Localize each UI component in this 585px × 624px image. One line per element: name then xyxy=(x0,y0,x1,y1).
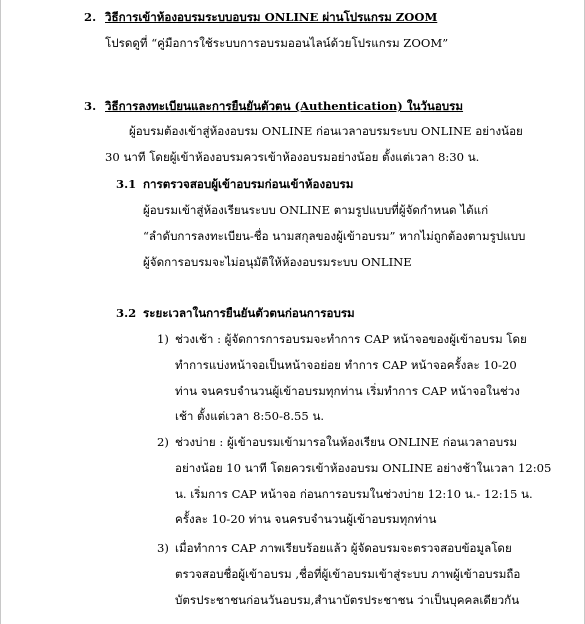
section-3-1-line-3: ผู้จัดการอบรมจะไม่อนุมัติให้ห้องอบรมระบบ ONLINE xyxy=(143,255,412,269)
item-3-line-2: ตรวจสอบชื่อผู้เข้าอบรม ,ชื่อที่ผู้เข้าอบรมเข้าสู่ระบบ ภาพผู้เข้าอบรมถือ xyxy=(175,567,521,581)
item-2-line-2: อย่างน้อย 10 นาที โดยควรเข้าห้องอบรม ONLINE อย่างช้าในเวลา 12:05 xyxy=(175,461,552,475)
section-2-number: 2. xyxy=(84,10,97,24)
item-3-line-3: บัตรประชาชนก่อนวันอบรม,สำนาบัตรประชาชน ว่าเป็นบุคคลเดียวกัน xyxy=(175,593,520,607)
item-1-line-3: ท่าน จนครบจำนวนผู้เข้าอบรมทุกท่าน เริ่มทำการ CAP หน้าจอในช่วง xyxy=(175,384,520,398)
item-1-line-2: ทำการแบ่งหน้าจอเป็นหน้าจอย่อย ทำการ CAP หน้าจอครั้งละ 10-20 xyxy=(175,358,517,372)
section-3-line-2: 30 นาที โดยผู้เข้าห้องอบรมควรเข้าห้องอบรมอย่างน้อย ตั้งแต่เวลา 8:30 น. xyxy=(105,150,480,164)
item-2-line-4: ครั้งละ 10-20 ท่าน จนครบจำนวนผู้เข้าอบรมทุกท่าน xyxy=(175,512,437,526)
item-2-line-1: ช่วงบ่าย : ผู้เข้าอบรมเข้ามารอในห้องเรียน ONLINE ก่อนเวลาอบรม xyxy=(175,435,517,449)
item-3-line-1: เมื่อทำการ CAP ภาพเรียบร้อยแล้ว ผู้จัดอบรมจะตรวจสอบข้อมูลโดย xyxy=(175,541,512,555)
item-1-line-1: ช่วงเช้า : ผู้จัดการการอบรมจะทำการ CAP หน้าจอของผู้เข้าอบรม โดย xyxy=(175,332,527,346)
item-2-line-3: น. เริ่มการ CAP หน้าจอ ก่อนการอบรมในช่วงบ่าย 12:10 น.- 12:15 น. xyxy=(175,487,533,501)
item-1-line-4: เช้า ตั้งแต่เวลา 8:50-8.55 น. xyxy=(175,409,325,423)
section-3-1-line-2: “ลำดับการลงทะเบียน-ชื่อ นามสกุลของผู้เข้าอบรม” หากไม่ถูกต้องตามรูปแบบ xyxy=(143,229,526,243)
section-3-2-number: 3.2 xyxy=(116,306,137,320)
item-1-number: 1) xyxy=(157,332,169,346)
section-3-line-1: ผู้อบรมต้องเข้าสู่ห้องอบรม ONLINE ก่อนเวลาอบรมระบบ ONLINE อย่างน้อย xyxy=(129,124,523,138)
section-2-line-1: โปรดดูที่ “คู่มือการใช้ระบบการอบรมออนไลน์ด้วยโปรแกรม ZOOM” xyxy=(105,36,449,50)
page-left-edge xyxy=(0,0,1,624)
section-3-number: 3. xyxy=(84,99,97,113)
section-3-1-heading: การตรวจสอบผู้เข้าอบรมก่อนเข้าห้องอบรม xyxy=(143,177,354,191)
section-3-heading: วิธีการลงทะเบียนและการยืนยันตัวตน (Authentication) ในวันอบรม xyxy=(105,99,464,113)
section-3-1-number: 3.1 xyxy=(116,177,137,191)
item-2-number: 2) xyxy=(157,435,169,449)
section-3-1-line-1: ผู้อบรมเข้าสู่ห้องเรียนระบบ ONLINE ตามรูปแบบที่ผู้จัดกำหนด ได้แก่ xyxy=(143,203,489,217)
section-3-2-heading: ระยะเวลาในการยืนยันตัวตนก่อนการอบรม xyxy=(143,306,355,320)
item-3-number: 3) xyxy=(157,541,169,555)
section-2-heading: วิธีการเข้าห้องอบรมระบบอบรม ONLINE ผ่านโปรแกรม ZOOM xyxy=(105,10,438,24)
